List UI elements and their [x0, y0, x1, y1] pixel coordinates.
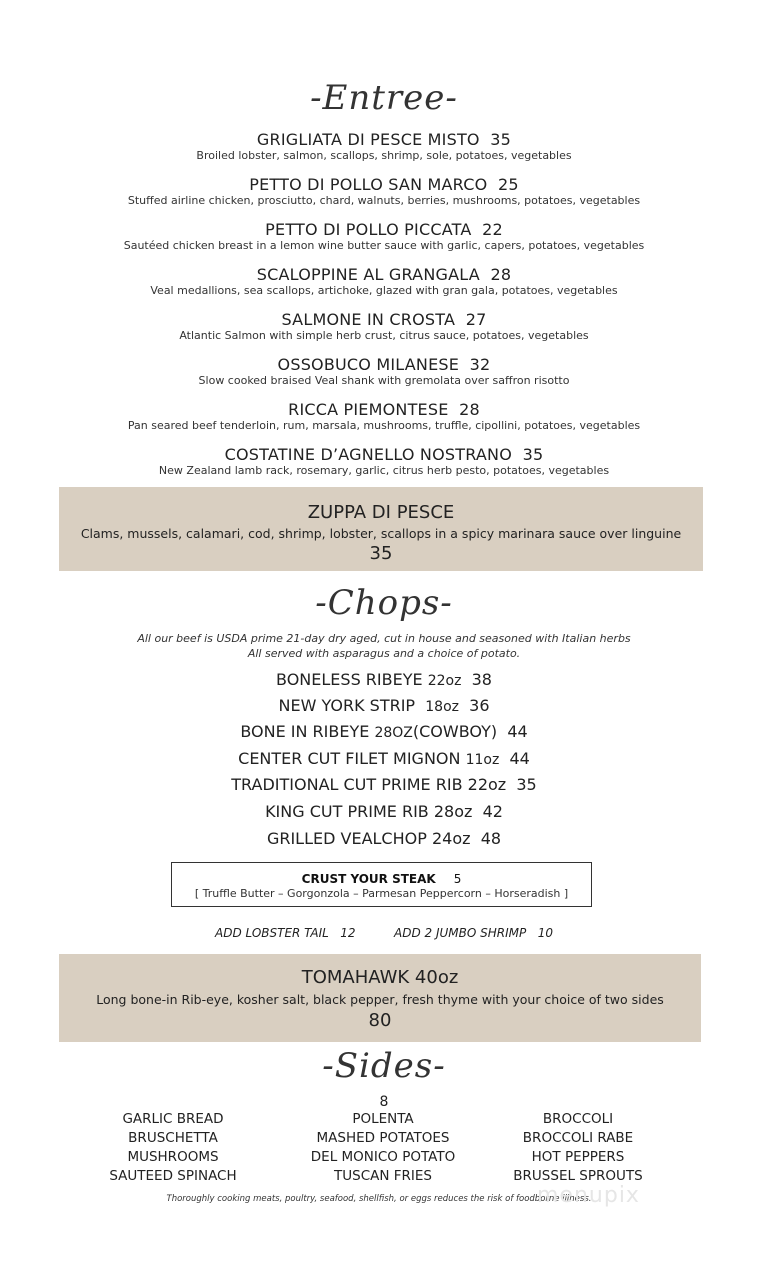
chop-weight: 11oz: [465, 752, 500, 768]
dish-name: SCALOPPINE AL GRANGALA: [256, 265, 480, 284]
tomahawk-feature-band: [59, 954, 701, 1042]
sides-price: 8: [379, 1094, 389, 1110]
chop-price: 38: [471, 670, 492, 689]
sides-heading: -Sides-: [322, 1046, 446, 1086]
food-safety-warning: Thoroughly cooking meats, poultry, seafood, shellfish, or eggs reduces the risk of foodborne illness.: [166, 1194, 592, 1204]
entree-item: [0, 400, 768, 432]
tomahawk-price: 80: [368, 1010, 392, 1031]
addon-lobster-tail: [215, 926, 356, 940]
chop-weight: 24oz: [431, 829, 471, 848]
chop-weight: 22oz: [467, 775, 507, 794]
side-item: GARLIC BREAD: [122, 1111, 224, 1127]
chop-price: 35: [516, 775, 537, 794]
chop-name: KING CUT PRIME RIB: [265, 802, 429, 821]
side-item: MASHED POTATOES: [316, 1130, 450, 1146]
addon-price: 10: [537, 926, 553, 940]
dish-price: 35: [522, 445, 544, 464]
chop-name: CENTER CUT FILET MIGNON: [238, 749, 461, 768]
chop-name: NEW YORK STRIP: [278, 696, 416, 715]
zuppa-description: Clams, mussels, calamari, cod, shrimp, lobster, scallops in a spicy marinara sauce over linguine: [80, 526, 682, 541]
chop-weight: 22oz: [427, 673, 462, 689]
chop-price: 44: [507, 722, 528, 741]
zuppa-title: ZUPPA DI PESCE: [307, 502, 455, 523]
watermark: menupix: [537, 1183, 640, 1208]
chop-price: 42: [482, 802, 503, 821]
dish-name: PETTO DI POLLO PICCATA: [265, 220, 472, 239]
dish-price: 27: [465, 310, 487, 329]
dish-description: Sautéed chicken breast in a lemon wine butter sauce with garlic, capers, potatoes, vegetables: [123, 239, 645, 252]
dish-price: 35: [490, 130, 512, 149]
entree-item: [0, 220, 768, 252]
crust-your-steak-box: [171, 862, 592, 907]
dish-price: 32: [469, 355, 491, 374]
chop-item: [0, 802, 768, 821]
entree-item: [0, 310, 768, 342]
entree-heading: -Entree-: [310, 78, 458, 118]
chop-item: [0, 829, 768, 848]
dish-price: 25: [497, 175, 519, 194]
dish-name: SALMONE IN CROSTA: [281, 310, 456, 329]
chop-name: BONE IN RIBEYE: [240, 722, 370, 741]
side-item: POLENTA: [352, 1111, 414, 1127]
chop-item: [0, 749, 768, 768]
sides-column-3: [478, 1110, 678, 1186]
sides-column-1: [73, 1110, 273, 1186]
zuppa-feature-band: [59, 487, 703, 571]
crust-options: [ Truffle Butter – Gorgonzola – Parmesan Peppercorn – Horseradish ]: [194, 887, 569, 900]
chops-heading: -Chops-: [315, 583, 453, 623]
dish-price: 22: [482, 220, 503, 239]
chop-extra: (COWBOY): [412, 722, 498, 741]
chop-item: [0, 775, 768, 794]
chop-weight: 28OZ: [374, 725, 413, 741]
entree-item: [0, 130, 768, 162]
chop-name: BONELESS RIBEYE: [276, 670, 423, 689]
dish-description: Slow cooked braised Veal shank with gremolata over saffron risotto: [198, 374, 570, 387]
chop-price: 36: [469, 696, 490, 715]
crust-price: 5: [453, 872, 462, 886]
chop-item: [0, 670, 768, 689]
chop-item: [0, 722, 768, 741]
tomahawk-description: Long bone-in Rib-eye, kosher salt, black pepper, fresh thyme with your choice of two sides: [96, 992, 664, 1007]
zuppa-price: 35: [369, 543, 393, 564]
dish-description: New Zealand lamb rack, rosemary, garlic, citrus herb pesto, potatoes, vegetables: [158, 464, 610, 477]
side-item: BRUSCHETTA: [128, 1130, 218, 1146]
side-item: MUSHROOMS: [127, 1149, 219, 1165]
entree-item: [0, 355, 768, 387]
chop-name: TRADITIONAL CUT PRIME RIB: [231, 775, 463, 794]
dish-name: PETTO DI POLLO SAN MARCO: [249, 175, 488, 194]
chop-weight: 18oz: [425, 699, 459, 715]
chop-name: GRILLED VEALCHOP: [266, 829, 427, 848]
tomahawk-title: TOMAHAWK 40oz: [301, 967, 459, 988]
dish-name: OSSOBUCO MILANESE: [277, 355, 460, 374]
chops-note-beef: All our beef is USDA prime 21-day dry aged, cut in house and seasoned with Italian herbs: [137, 632, 631, 645]
chop-price: 48: [480, 829, 502, 848]
side-item: BROCCOLI: [542, 1111, 614, 1127]
chop-weight: 28oz: [433, 802, 473, 821]
side-item: SAUTEED SPINACH: [109, 1168, 237, 1184]
entree-item: [0, 175, 768, 207]
side-item: TUSCAN FRIES: [334, 1168, 432, 1184]
entree-item: [0, 445, 768, 477]
chop-price: 44: [509, 749, 530, 768]
dish-description: Broiled lobster, salmon, scallops, shrimp, sole, potatoes, vegetables: [196, 149, 572, 162]
dish-description: Pan seared beef tenderloin, rum, marsala, mushrooms, truffle, cipollini, potatoes, vegetables: [127, 419, 641, 432]
side-item: BROCCOLI RABE: [522, 1130, 634, 1146]
dish-name: GRIGLIATA DI PESCE MISTO: [256, 130, 480, 149]
addon-label: ADD LOBSTER TAIL: [215, 926, 329, 940]
dish-name: COSTATINE D’AGNELLO NOSTRANO: [224, 445, 513, 464]
dish-price: 28: [459, 400, 480, 419]
addon-price: 12: [340, 926, 356, 940]
side-item: BRUSSEL SPROUTS: [513, 1168, 643, 1184]
dish-name: RICCA PIEMONTESE: [288, 400, 449, 419]
entree-item: [0, 265, 768, 297]
dish-price: 28: [490, 265, 512, 284]
dish-description: Veal medallions, sea scallops, artichoke, glazed with gran gala, potatoes, vegetables: [150, 284, 618, 297]
crust-title: CRUST YOUR STEAK: [301, 872, 436, 886]
chops-note-sides: All served with asparagus and a choice of potato.: [247, 647, 521, 660]
side-item: DEL MONICO POTATO: [310, 1149, 456, 1165]
side-item: HOT PEPPERS: [531, 1149, 625, 1165]
dish-description: Atlantic Salmon with simple herb crust, citrus sauce, potatoes, vegetables: [179, 329, 589, 342]
chop-item: [0, 696, 768, 715]
addon-label: ADD 2 JUMBO SHRIMP: [394, 926, 527, 940]
dish-description: Stuffed airline chicken, prosciutto, chard, walnuts, berries, mushrooms, potatoes, vegetables: [127, 194, 641, 207]
sides-column-2: [283, 1110, 483, 1186]
addon-jumbo-shrimp: [394, 926, 553, 940]
